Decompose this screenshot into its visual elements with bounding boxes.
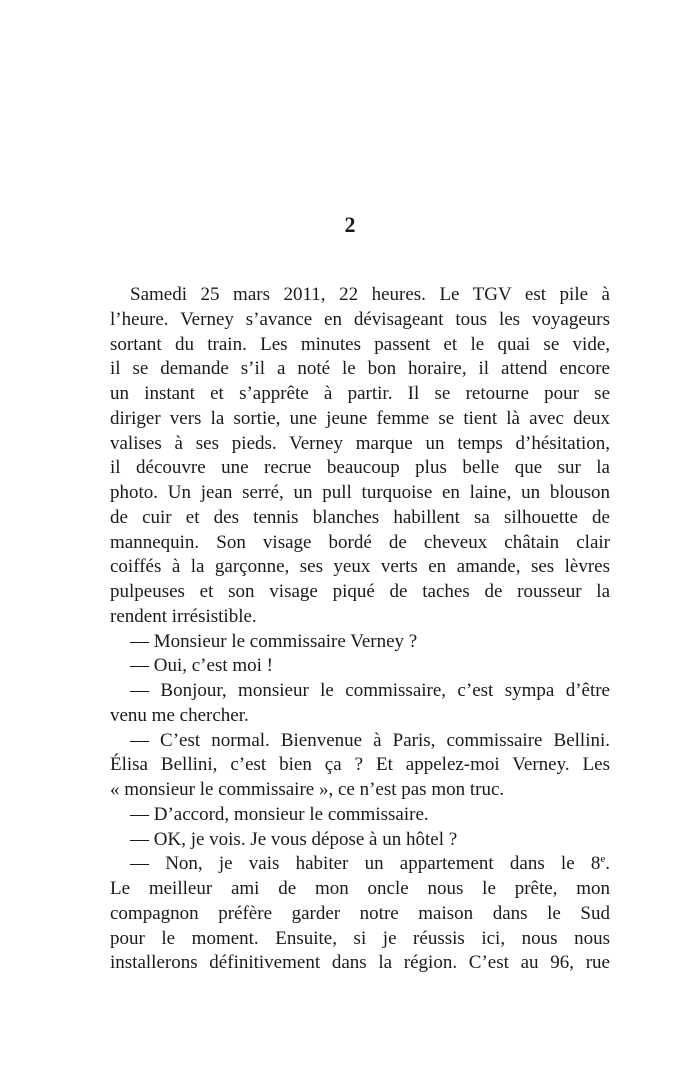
text-line-content: il découvre une recrue beaucoup plus belle que sur la — [110, 457, 610, 479]
text-line-content: valises à ses pieds. Verney marque un temps d’hésitation, — [110, 432, 610, 454]
text-line-content: pulpeuses et son visage piqué de taches de rousseur la — [110, 581, 610, 602]
text-line — [110, 481, 610, 506]
text-line — [110, 308, 610, 333]
text-line — [110, 902, 610, 927]
text-line — [110, 704, 610, 729]
text-line-content: sortant du train. Les minutes passent et le quai se vide, — [110, 333, 610, 355]
text-line — [110, 432, 610, 457]
text-line-content: un instant et s’apprête à partir. Il se retourne pour se — [110, 383, 610, 404]
body-text — [110, 283, 610, 976]
text-line-content: l’heure. Verney s’avance en dévisageant tous les voyageurs — [110, 308, 610, 330]
text-line — [110, 778, 610, 803]
text-line — [110, 605, 610, 630]
text-line-content: coiffés à la garçonne, ses yeux verts en amande, ses lèvres — [110, 556, 610, 578]
text-line — [110, 555, 610, 580]
text-line — [110, 407, 610, 432]
text-line-content: « monsieur le commissaire », ce n’est pas mon truc. — [110, 779, 505, 800]
text-line — [110, 357, 610, 382]
text-line-content: venu me chercher. — [110, 704, 249, 726]
text-line — [110, 654, 610, 679]
text-line-content: Samedi 25 mars 2011, 22 heures. Le TGV est pile à — [130, 284, 610, 305]
text-line-content: — D’accord, monsieur le commissaire. — [130, 803, 429, 825]
text-line-content: Le meilleur ami de mon oncle nous le prête, mon — [110, 878, 610, 899]
text-line — [110, 283, 610, 308]
text-line-content: — C’est normal. Bienvenue à Paris, commissaire Bellini. — [130, 729, 610, 751]
text-line-content: — OK, je vois. Je vous dépose à un hôtel ? — [130, 828, 458, 850]
text-line — [110, 630, 610, 655]
punctuation: . — [605, 853, 610, 875]
text-line — [110, 877, 610, 902]
text-line — [110, 753, 610, 778]
text-line-content: diriger vers la sortie, une jeune femme se tient là avec deux — [110, 407, 610, 429]
text-line-content: installerons définitivement dans la région. C’est au 96, rue — [110, 952, 610, 974]
text-line — [110, 456, 610, 481]
text-line — [110, 506, 610, 531]
text-line-content: Élisa Bellini, c’est bien ça ? Et appelez-moi Verney. Les — [110, 754, 610, 776]
text-line-content: il se demande s’il a noté le bon horaire, il attend encore — [110, 358, 610, 380]
text-line — [110, 679, 610, 704]
text-line-content: — Oui, c’est moi ! — [130, 655, 274, 677]
text-line — [110, 828, 610, 853]
chapter-number: 2 — [344, 212, 356, 237]
text-line-content: mannequin. Son visage bordé de cheveux châtain clair — [110, 531, 610, 553]
superscript: e — [600, 853, 606, 866]
text-line-content: — Bonjour, monsieur le commissaire, c’est sympa d’être — [130, 680, 610, 701]
text-line-content: photo. Un jean serré, un pull turquoise en laine, un blouson — [110, 482, 610, 503]
text-line-content: pour le moment. Ensuite, si je réussis ici, nous nous — [110, 927, 610, 949]
text-line — [110, 580, 610, 605]
text-line-content: — Non, je vais habiter un appartement dans le 8 — [130, 853, 601, 875]
text-line-content: rendent irrésistible. — [110, 605, 257, 627]
text-line — [110, 531, 610, 556]
text-line-content: de cuir et des tennis blanches habillent sa silhouette de — [110, 506, 610, 528]
text-line — [110, 803, 610, 828]
text-line — [110, 729, 610, 754]
text-line — [110, 951, 610, 976]
text-line — [110, 382, 610, 407]
text-line-content: — Monsieur le commissaire Verney ? — [130, 630, 418, 652]
text-line — [110, 927, 610, 952]
text-line — [110, 333, 610, 358]
text-line — [110, 852, 610, 877]
text-line-content: compagnon préfère garder notre maison dans le Sud — [110, 902, 610, 924]
